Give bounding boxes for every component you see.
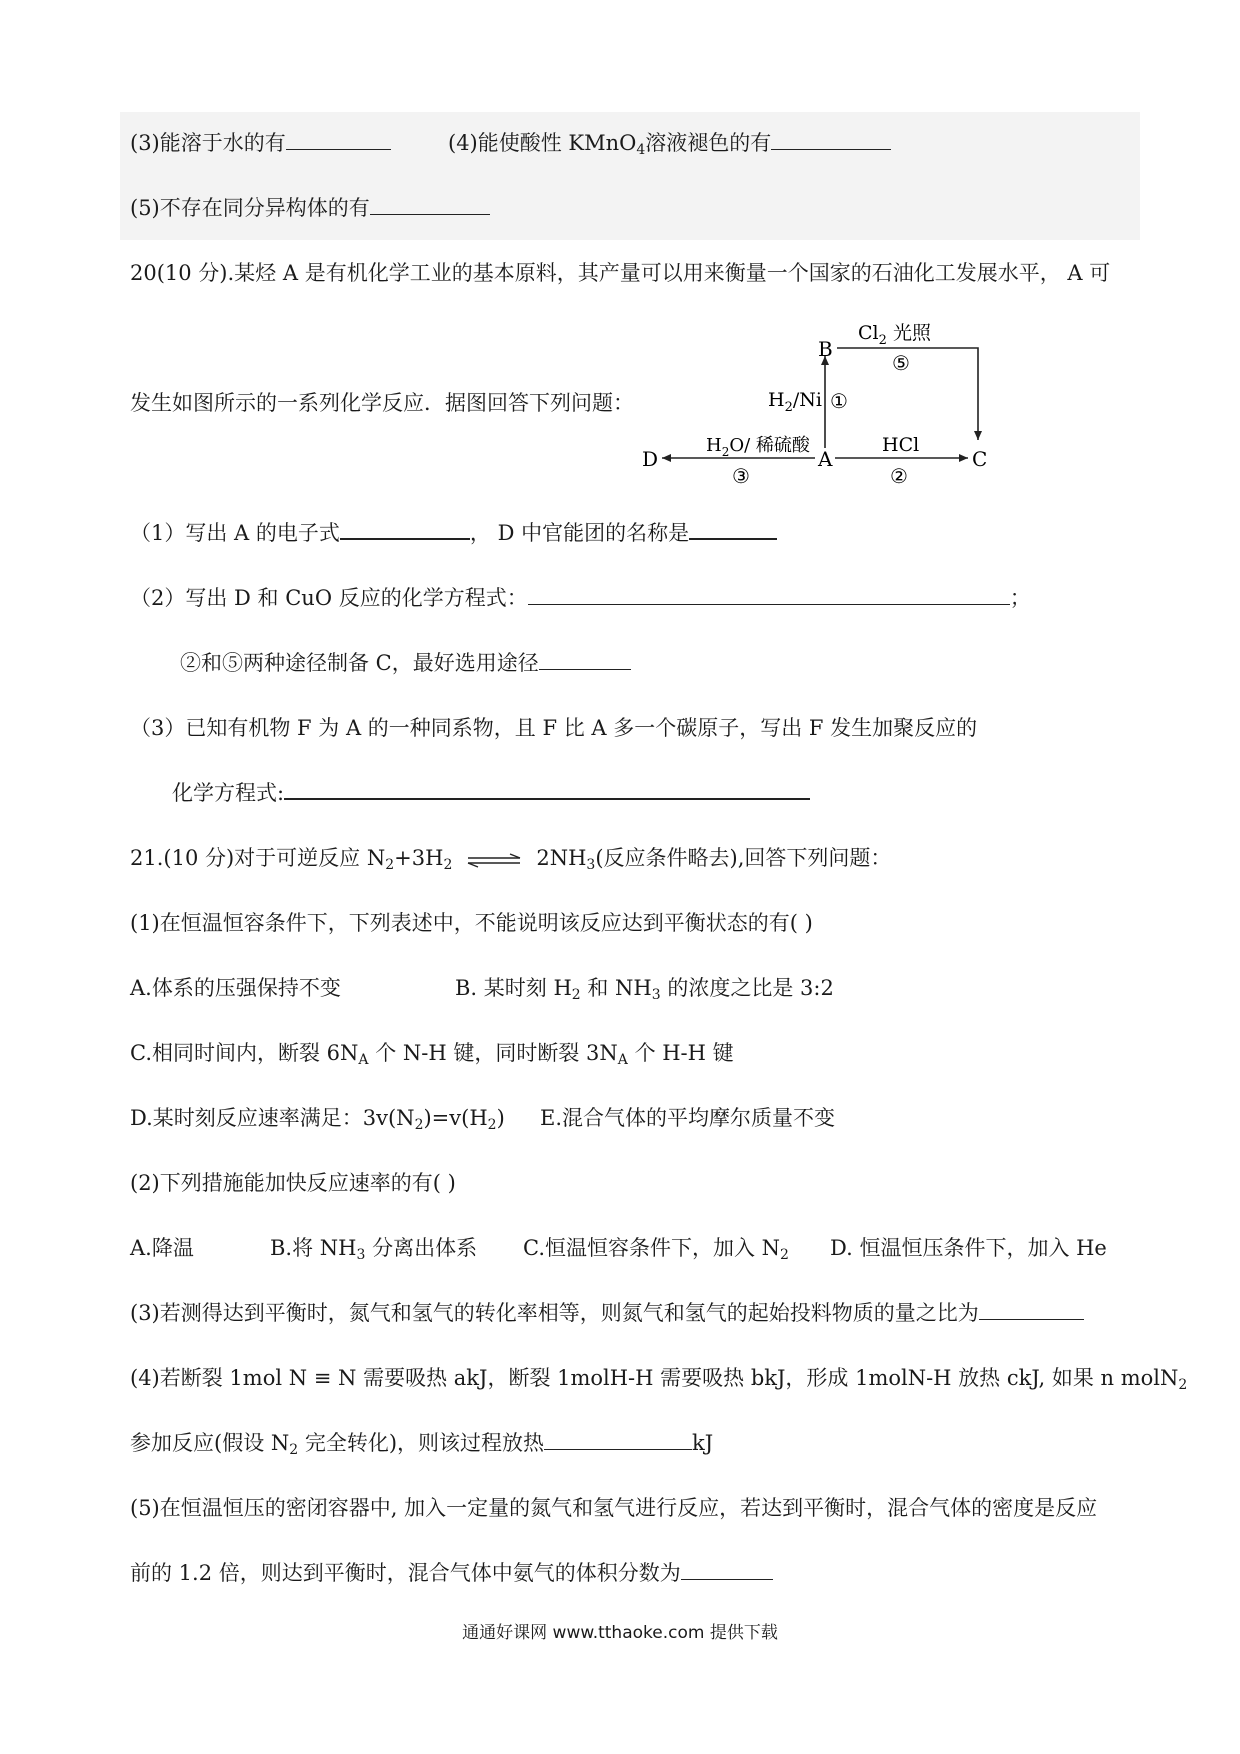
answer-blank[interactable] [370,194,490,215]
reaction-diagram [640,318,990,490]
q21-part-4b: 参加反应(假设 $N_2$ 完全转化)，则该过程放热 kJ [130,1431,714,1458]
answer-blank[interactable] [979,1299,1084,1320]
node-b: B [818,337,833,361]
equilibrium-arrow-icon [462,852,526,868]
answer-blank[interactable] [544,1429,692,1450]
reaction-5-number: ⑤ [892,351,910,375]
q21-option-d: D.某时刻反应速率满足：$3v(N_2)=v(H_2)$ [130,1106,505,1133]
answer-blank[interactable] [539,649,631,670]
answer-blank[interactable] [284,778,810,800]
answer-blank[interactable] [340,518,470,540]
page-footer: 通通好课网 www.tthaoke.com 提供下载 [462,1623,778,1643]
q20-stem-line2: 发生如图所示的一系列化学反应．据图回答下列问题： [130,391,634,415]
q19-item-4: (4)能使酸性 KMnO$_4$溶液褪色的有 [448,128,891,165]
reaction-1-label: $H_2/Ni$ [768,389,822,415]
q21-p2-option-c: C.恒温恒容条件下，加入 $N_2$ [523,1236,789,1263]
reaction-3-number: ③ [732,464,750,488]
q21-part-1: (1)在恒温恒容条件下，下列表述中，不能说明该反应达到平衡状态的有( ) [130,911,813,935]
node-c: C [972,447,988,471]
answer-blank[interactable] [689,518,777,540]
q20-part-3: （3）已知有机物 F 为 A 的一种同系物，且 F 比 A 多一个碳原子，写出 F 发生加聚反应的 [130,716,978,740]
reaction-2-number: ② [890,464,908,488]
q21-part-5b: 前的 1.2 倍，则达到平衡时，混合气体中氨气的体积分数为 [130,1558,773,1588]
q20-stem-line1: 20(10 分).某烃 A 是有机化学工业的基本原料，其产量可以用来衡量一个国家的石油化工发展水平， A 可 [130,261,1111,285]
q19-item-3-text: (3)能溶于水的有 [130,131,286,155]
q21-option-a: A.体系的压强保持不变 [130,976,341,1000]
q21-p2-option-a: A.降温 [130,1236,194,1260]
answer-blank[interactable] [528,584,1010,605]
q21-part-2: (2)下列措施能加快反应速率的有( ) [130,1171,456,1195]
reaction-3-label: $H_2O/$ 稀硫酸 [706,435,810,459]
answer-blank[interactable] [286,129,391,150]
q21-part-5: (5)在恒温恒压的密闭容器中, 加入一定量的氮气和氢气进行反应，若达到平衡时，混合气体的密度是反应 [130,1496,1098,1520]
q20-part-2: （2）写出 D 和 CuO 反应的化学方程式： ； [130,586,1031,610]
reaction-1-number: ① [830,389,848,413]
q20-part-1: （1）写出 A 的电子式 ， D 中官能团的名称是 [130,518,777,548]
reaction-2-label: HCl [882,434,920,456]
q21-part-3: (3)若测得达到平衡时，氮气和氢气的转化率相等，则氮气和氢气的起始投料物质的量之比为 [130,1298,1084,1328]
answer-blank[interactable] [771,129,891,150]
q21-part-4: (4)若断裂 1mol N ≡ N 需要吸热 akJ，断裂 1molH-H 需要吸热 bkJ，形成 1molN-H 放热 ckJ, 如果 n molN$_2$ [130,1366,1188,1393]
q20-part-2b: ②和⑤两种途径制备 C，最好选用途径 [180,648,631,678]
reaction-5-label: $Cl_2$ 光照 [858,322,931,348]
q20-part-3b: 化学方程式: [172,778,810,808]
q21-option-b: B. 某时刻 $H_2$ 和 $NH_3$ 的浓度之比是 3:2 [455,976,834,1003]
q19-item-5: (5)不存在同分异构体的有 [130,193,490,223]
q21-p2-option-b: B.将 $NH_3$ 分离出体系 [270,1236,478,1263]
q21-option-c: C.相同时间内，断裂 $6N_A$ 个 N-H 键，同时断裂 $3N_A$ 个 H-H 键 [130,1041,734,1068]
node-a: A [818,447,833,471]
q21-stem: 21.(10 分)对于可逆反应 $N_2+3H_2$ $2NH_3$(反应条件略去),回答下列问题： [130,846,892,873]
q21-option-e: E.混合气体的平均摩尔质量不变 [540,1106,836,1130]
q21-p2-option-d: D. 恒温恒压条件下，加入 He [830,1236,1107,1260]
answer-blank[interactable] [681,1559,773,1580]
q19-item-3 [130,128,391,158]
node-d: D [642,447,659,471]
